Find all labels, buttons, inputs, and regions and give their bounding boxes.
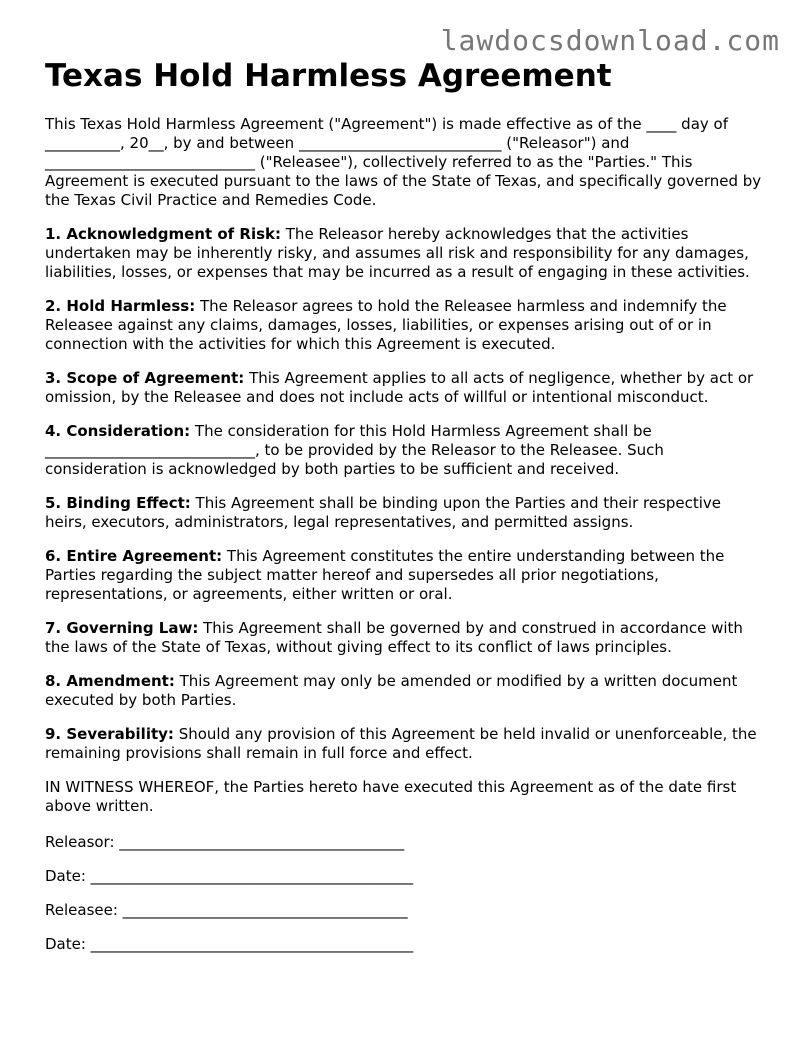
document-title: Texas Hold Harmless Agreement xyxy=(45,58,612,94)
section-heading: 6. Entire Agreement: xyxy=(45,547,223,565)
section-heading: 3. Scope of Agreement: xyxy=(45,369,245,387)
releasee-signature-line: Releasee: ______________________________________ xyxy=(45,901,408,919)
releasor-date-line: Date: ___________________________________________ xyxy=(45,867,414,885)
section-heading: 1. Acknowledgment of Risk: xyxy=(45,225,281,243)
section-consideration xyxy=(45,422,765,479)
section-text: This Agreement may only be amended or modified by a written document executed by both Parties. xyxy=(45,672,738,709)
section-hold-harmless xyxy=(45,297,765,354)
watermark: lawdocsdownload.com xyxy=(440,24,780,57)
section-governing-law xyxy=(45,619,765,657)
section-text: This Agreement shall be governed by and construed in accordance with the laws of the State of Texas, without giving effect to its conflict of laws principles. xyxy=(45,619,743,656)
section-severability xyxy=(45,725,765,763)
section-scope-of-agreement xyxy=(45,369,765,407)
releasor-signature-line: Releasor: ______________________________________ xyxy=(45,833,405,851)
section-entire-agreement xyxy=(45,547,765,604)
section-binding-effect xyxy=(45,494,765,532)
intro-paragraph: This Texas Hold Harmless Agreement ("Agreement") is made effective as of the ____ day of __________, 20__, by and between ___________________________ ("Releasor") and ____________________________ ("Releasee"), collectively referred to as the "Parties." This Agreement is executed pursuant to the laws of the State of Texas, and specifically governed by the Texas Civil Practice and Remedies Code. xyxy=(45,115,762,209)
section-heading: 7. Governing Law: xyxy=(45,619,199,637)
section-text: The Releasor hereby acknowledges that the activities undertaken may be inherently risky, and assumes all risk and responsibility for any damages, liabilities, losses, or expenses that may be incurred as a result of engaging in these activities. xyxy=(45,225,750,281)
section-text: This Agreement applies to all acts of negligence, whether by act or omission, by the Releasee and does not include acts of willful or intentional misconduct. xyxy=(45,369,754,406)
witness-paragraph: IN WITNESS WHEREOF, the Parties hereto have executed this Agreement as of the date first above written. xyxy=(45,778,737,815)
section-text: The consideration for this Hold Harmless Agreement shall be ____________________________, to be provided by the Releasor to the Releasee. Such consideration is acknowledged by both parties to be sufficient and received. xyxy=(45,422,664,478)
releasee-date-line: Date: ___________________________________________ xyxy=(45,935,414,953)
document-page xyxy=(45,56,765,954)
section-acknowledgment-of-risk xyxy=(45,225,765,282)
section-heading: 8. Amendment: xyxy=(45,672,175,690)
section-text: This Agreement shall be binding upon the Parties and their respective heirs, executors, administrators, legal representatives, and permitted assigns. xyxy=(45,494,722,531)
section-heading: 9. Severability: xyxy=(45,725,174,743)
section-heading: 4. Consideration: xyxy=(45,422,191,440)
section-amendment xyxy=(45,672,765,710)
section-heading: 2. Hold Harmless: xyxy=(45,297,196,315)
section-text: The Releasor agrees to hold the Releasee harmless and indemnify the Releasee against any claims, damages, losses, liabilities, or expenses arising out of or in connection with the activities for which this Agreement is executed. xyxy=(45,297,727,353)
section-text: Should any provision of this Agreement be held invalid or unenforceable, the remaining provisions shall remain in full force and effect. xyxy=(45,725,757,762)
section-text: This Agreement constitutes the entire understanding between the Parties regarding the subject matter hereof and supersedes all prior negotiations, representations, or agreements, either written or oral. xyxy=(45,547,725,603)
section-heading: 5. Binding Effect: xyxy=(45,494,191,512)
